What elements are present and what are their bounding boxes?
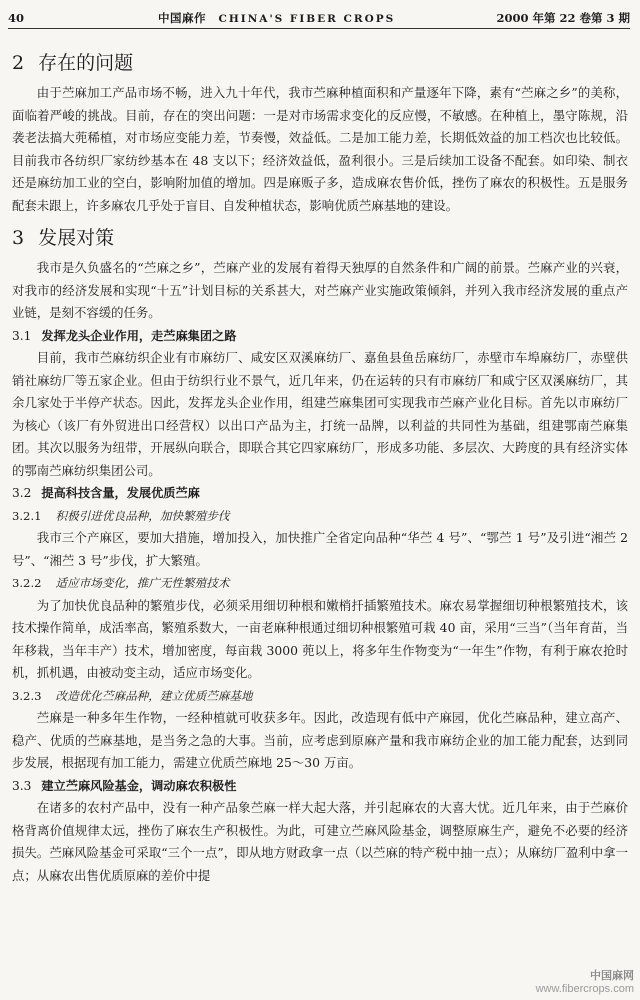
section-3-heading: [12, 225, 628, 251]
site-watermark: [536, 970, 634, 996]
section-2-paragraph: 由于苎麻加工产品市场不畅，进入九十年代，我市苎麻种植面积和产量逐年下降，素有“苎麻之乡”的美称，面临着严峻的挑战。目前，存在的突出问题：一是对市场需求变化的反应慢，不敏感。在种植上，墨守陈规，沿袭老法搞大蔸稀植，对市场应变能力差，节奏慢，效益低。二是加工能力差，长期低效益的加工档次也比较低。目前我市各纺织厂家纺纱基本在 48 支以下；经济效益低，盈利很小。三是后续加工设备不配套。如印染、制衣还是麻纺加工业的空白，影响附加值的增加。四是麻贩子多，造成麻农售价低，挫伤了麻农的积极性。五是服务配套未跟上，许多麻农几乎处于盲目、自发种植状态，影响优质苎麻基地的建设。: [12, 85, 628, 213]
section-number: 3: [12, 227, 25, 249]
subsection-3-3-paragraph: 在诸多的农村产品中，没有一种产品象苎麻一样大起大落，并引起麻农的大喜大忧。近几年来，由于苎麻价格背离价值规律太远，挫伤了麻农生产积极性。为此，可建立苎麻风险基金，调整原麻生产，避免不必要的经济损失。苎麻风险基金可采取“三个一点”，即从地方财政拿一点（以苎麻的特产税中抽一点）；从麻纺厂盈利中拿一点；从麻农出售优质原麻的差价中提: [12, 800, 628, 883]
watermark-logo: 中国麻网: [590, 970, 634, 982]
journal-title: [158, 8, 395, 29]
watermark-url: www.fibercrops.com: [535, 983, 634, 995]
journal-title-en: CHINA'S FIBER CROPS: [218, 13, 396, 25]
subsection-title: 建立苎麻风险基金，调动麻农积极性: [41, 778, 237, 793]
subsection-number: 3.1: [12, 328, 32, 343]
subsection-3-1-heading: [12, 325, 628, 348]
section-2-heading: [12, 50, 628, 76]
subsection-number: 3.2.3: [12, 688, 42, 703]
subsection-title: 适应市场变化，推广无性繁殖技术: [55, 576, 230, 590]
article-body: [12, 50, 628, 887]
subsection-title: 改造优化苎麻品种，建立优质苎麻基地: [55, 688, 253, 703]
section-title: 存在的问题: [38, 52, 134, 74]
subsection-3-2-heading: [12, 482, 628, 505]
subsection-3-2-1-heading: [12, 505, 628, 528]
subsection-title: 积极引进优良品种，加快繁殖步伐: [55, 508, 230, 523]
subsection-title: 提高科技含量，发展优质苎麻: [41, 486, 200, 500]
subsection-number: 3.2: [12, 486, 32, 500]
subsection-3-2-2-paragraph: 为了加快优良品种的繁殖步伐，必须采用细切种根和嫩梢扦插繁殖技术。麻农易掌握细切种根繁殖技术，该技术操作简单，成活率高，繁殖系数大，一亩老麻种根通过细切种根繁殖可栽 40 亩，采用“三当”（当年育苗，当年移栽，当年丰产）技术，增加密度，每亩栽 3000 蔸以上，将多年生作物变为“一年生”作物，有利于麻农抢时机，抓机遇，由被动变主动，适应市场变化。: [12, 597, 628, 680]
subsection-title: 发挥龙头企业作用，走苎麻集团之路: [41, 328, 237, 343]
section-title: 发展对策: [38, 227, 115, 249]
issue-info: 2000 年第 22 卷第 3 期: [496, 11, 630, 25]
subsection-3-2-3-paragraph: 苎麻是一种多年生作物，一经种植就可收获多年。因此，改造现有低中产麻园，优化苎麻品种，建立高产、稳产、优质的苎麻基地，是当务之急的大事。当前，应考虑到原麻产量和我市麻纺企业的加工能力配套，达到同步发展，根据现有加工能力，需建立优质苎麻地 25～30 万亩。: [12, 710, 628, 770]
subsection-number: 3.2.1: [12, 508, 42, 523]
subsection-number: 3.3: [12, 778, 32, 793]
subsection-3-2-2-heading: [12, 572, 628, 595]
section-3-intro: 我市是久负盛名的“苎麻之乡”，苎麻产业的发展有着得天独厚的自然条件和广阔的前景。苎麻产业的兴衰，对我市的经济发展和实现“十五”计划目标的关系甚大，对苎麻产业实施政策倾斜，并列入我市经济发展的重点产业链，是刻不容缓的任务。: [12, 260, 628, 320]
subsection-3-3-heading: [12, 775, 628, 798]
running-header: [8, 8, 630, 29]
journal-title-cn: 中国麻作: [158, 11, 206, 25]
section-number: 2: [12, 52, 25, 74]
subsection-3-1-paragraph: 目前，我市苎麻纺织企业有市麻纺厂、咸安区双溪麻纺厂、嘉鱼县鱼岳麻纺厂，赤壁市车埠麻纺厂，赤壁供销社麻纺厂等五家企业。但由于纺织行业不景气，近几年来，仍在运转的只有市麻纺厂和咸宁区双溪麻纺厂，其余几家处于半停产状态。因此，发挥龙头企业作用，组建苎麻集团可实现我市苎麻产业化目标。首先以市麻纺厂为核心（该厂有外贸进出口经营权）以出口产品为主，打统一品牌，以利益的共同性为基础，组建鄂南苎麻集团。其次以服务为纽带，开展纵向联合，即联合其它四家麻纺厂，形成多功能、多层次、大跨度的具有经济实体的鄂南苎麻纺织集团公司。: [12, 350, 628, 478]
subsection-number: 3.2.2: [12, 576, 42, 590]
page-number: 40: [8, 11, 25, 25]
subsection-3-2-3-heading: [12, 685, 628, 708]
subsection-3-2-1-paragraph: 我市三个产麻区，要加大措施，增加投入，加快推广全省定向品种“华苎 4 号”、“鄂苎 1 号”及引进“湘苎 2 号”、“湘苎 3 号”步伐，扩大繁殖。: [12, 530, 628, 568]
